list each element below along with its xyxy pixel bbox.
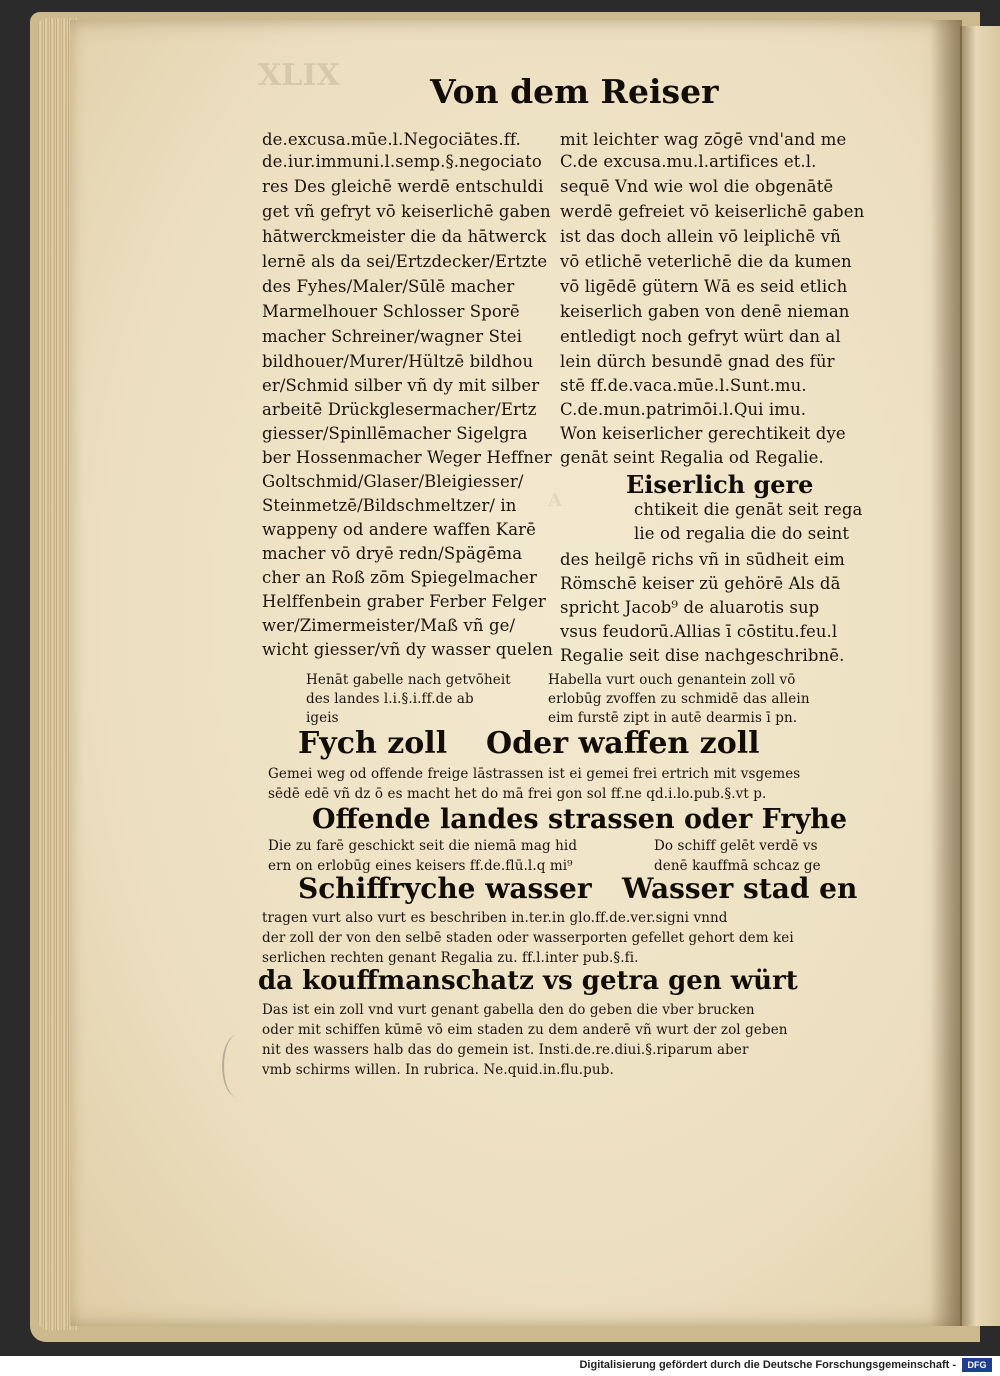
paragraph-line: vmb schirms willen. In rubrica. Ne.quid.in.flu.pub.	[262, 1062, 614, 1078]
right-line: sequē Vnd wie wol die obgenātē	[560, 177, 834, 196]
section-heading: Oder waffen zoll	[486, 726, 760, 761]
section-initial-heading: Eiserlich gere	[626, 470, 814, 499]
left-line: de.excusa.mūe.l.Negociātes.ff.	[262, 130, 521, 149]
gloss-line: Habella vurt ouch genantein zoll vō	[548, 672, 796, 688]
paragraph-line: denē kauffmā schcaz ge	[654, 858, 821, 874]
paragraph-line: der zoll der von den selbē staden oder wasserporten gefellet gehort dem kei	[262, 930, 794, 946]
paragraph-line: tragen vurt also vurt es beschriben in.ter.in glo.ff.de.ver.signi vnnd	[262, 910, 728, 926]
right-line: entledigt noch gefryt würt dan al	[560, 327, 841, 346]
left-line: lernē als da sei/Ertzdecker/Ertzte	[262, 252, 548, 271]
right-line: Won keiserlicher gerechtikeit dye	[560, 424, 846, 443]
paragraph-line: sēdē edē vñ dz ō es macht het do mā frei gon sol ff.ne qd.i.lo.pub.§.vt p.	[268, 786, 767, 802]
left-line: Marmelhouer Schlosser Sporē	[262, 302, 520, 321]
paragraph-line: serlichen rechten genant Regalia zu. ff.l.inter pub.§.fi.	[262, 950, 639, 966]
footer-credit: Digitalisierung gefördert durch die Deutsche Forschungsgemeinschaft -	[579, 1359, 956, 1371]
paragraph-line: ern on erlobūg eines keisers ff.de.flū.l.q mi⁹	[268, 858, 573, 874]
pencil-mark	[222, 1035, 252, 1097]
paragraph-line: Gemei weg od offende freige lāstrassen ist ei gemei frei ertrich mit vsgemes	[268, 766, 801, 782]
paragraph-line: Die zu farē geschickt seit die niemā mag hid	[268, 838, 578, 854]
left-line: Goltschmid/Glaser/Bleigiesser/	[262, 472, 524, 491]
right-line-indented: chtikeit die genāt seit rega	[634, 500, 863, 519]
right-line: C.de excusa.mu.l.artifices et.l.	[560, 152, 817, 171]
right-line: stē ff.de.vaca.mūe.l.Sunt.mu.	[560, 376, 807, 395]
left-line: wer/Zimermeister/Maß vñ ge/	[262, 616, 516, 635]
left-line: wappeny od andere waffen Karē	[262, 520, 536, 539]
left-line: ber Hossenmacher Weger Heffner	[262, 448, 552, 467]
left-line: cher an Roß zōm Spiegelmacher	[262, 568, 538, 587]
left-line: get vñ gefryt vō keiserlichē gaben	[262, 202, 551, 221]
left-line: macher vō dryē redn/Spägēma	[262, 544, 523, 563]
left-line: des Fyhes/Maler/Sūlē macher	[262, 277, 515, 296]
gloss-line: Henāt gabelle nach getvōheit	[306, 672, 511, 688]
paragraph-line: Do schiff gelēt verdē vs	[654, 838, 818, 854]
left-line: macher Schreiner/wagner Stei	[262, 327, 523, 346]
gloss-line: igeis	[306, 710, 339, 726]
left-line: er/Schmid silber vñ dy mit silber	[262, 376, 540, 395]
left-line: Helffenbein graber Ferber Felger	[262, 592, 546, 611]
section-heading: Offende landes strassen oder Fryhe	[312, 804, 848, 835]
right-line: keiserlich gaben von denē nieman	[560, 302, 850, 321]
right-line: Regalie seit dise nachgeschribnē.	[560, 646, 845, 665]
right-line: ist das doch allein vō leiplichē vñ	[560, 227, 841, 246]
paragraph-line: oder mit schiffen kūmē vō eim staden zu dem anderē vñ wurt der zol geben	[262, 1022, 788, 1038]
paragraph-line: nit des wassers halb das do gemein ist. Insti.de.re.diui.§.riparum aber	[262, 1042, 749, 1058]
left-line: bildhouer/Murer/Hültzē bildhou	[262, 352, 534, 371]
left-line: Steinmetzē/Bildschmeltzer/ in	[262, 496, 517, 515]
section-heading: Wasser stad en	[622, 872, 858, 905]
section-heading: da kouffmanschatz vs getra gen würt	[258, 966, 798, 996]
paragraph-line: Das ist ein zoll vnd vurt genant gabella den do geben die vber brucken	[262, 1002, 755, 1018]
right-line: mit leichter wag zōgē vnd'and me	[560, 130, 847, 149]
right-line: genāt seint Regalia od Regalie.	[560, 448, 824, 467]
bleed-through-mark: A	[548, 490, 562, 511]
right-line: spricht Jacob⁹ de aluarotis sup	[560, 598, 820, 617]
bleed-through-folio: XLIX	[258, 58, 340, 93]
left-line: giesser/Spinllēmacher Sigelgra	[262, 424, 528, 443]
gutter-shadow	[930, 20, 962, 1326]
adjacent-page-edge	[960, 26, 1000, 1326]
gloss-line: erlobūg zvoffen zu schmidē das allein	[548, 691, 810, 707]
section-heading: Schiffryche wasser	[298, 872, 592, 905]
gloss-line: eim furstē zipt in autē dearmis ī pn.	[548, 710, 798, 726]
section-heading: Fych zoll	[298, 726, 448, 761]
right-line: des heilgē richs vñ in sūdheit eim	[560, 550, 845, 569]
right-line: C.de.mun.patrimōi.l.Qui imu.	[560, 400, 807, 419]
dfg-logo: DFG	[962, 1358, 992, 1372]
left-line: wicht giesser/vñ dy wasser quelen	[262, 640, 553, 659]
left-line: de.iur.immuni.l.semp.§.negociato	[262, 152, 542, 171]
right-line: lein dürch besundē gnad des für	[560, 352, 835, 371]
gloss-line: des landes l.i.§.i.ff.de ab	[306, 691, 474, 707]
right-line: vō etlichē veterlichē die da kumen	[560, 252, 852, 271]
right-line: werdē gefreiet vō keiserlichē gaben	[560, 202, 865, 221]
right-line: Römschē keiser zü gehörē Als dā	[560, 574, 841, 593]
running-head: Von dem Reiser	[430, 72, 719, 111]
right-line: vō ligēdē gütern Wā es seid etlich	[560, 277, 848, 296]
right-line: vsus feudorū.Allias ī cōstitu.feu.l	[560, 622, 838, 641]
left-line: hātwerckmeister die da hātwerck	[262, 227, 547, 246]
right-line-indented: lie od regalia die do seint	[634, 524, 850, 543]
left-line: res Des gleichē werdē entschuldi	[262, 177, 544, 196]
left-line: arbeitē Drückglesermacher/Ertz	[262, 400, 537, 419]
